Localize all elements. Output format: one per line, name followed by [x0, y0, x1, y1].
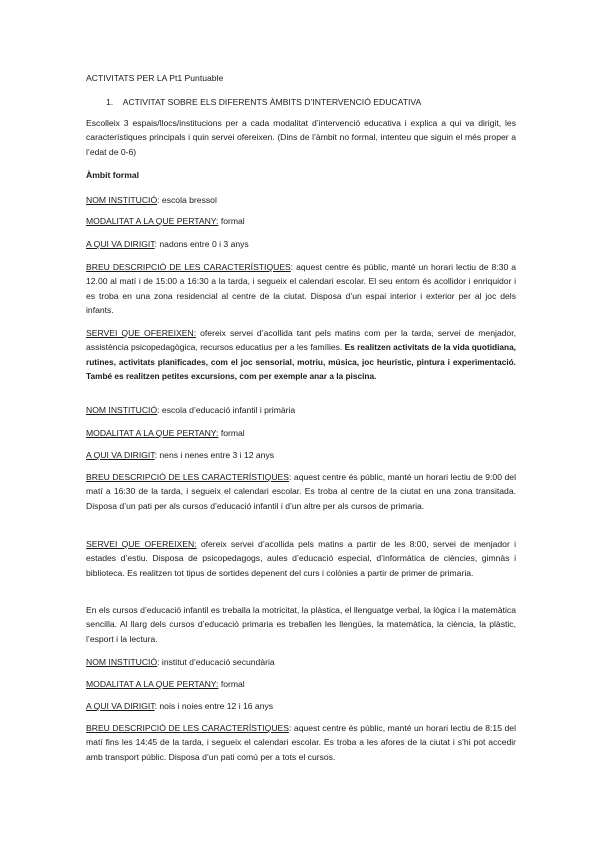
- inst2-modalitat: [86, 426, 245, 440]
- inst3-dirigit: [86, 699, 273, 713]
- value-servei: ofereix servei d’acollida pels matins a partir de les 8:00, servei de menjador i estades d’estiu. Disposa de psicopedagogs, aules d’educació especial, d’informàtica de ciències, gimnàs i biblioteca. Es realitzen tot tipus de sortides depenent del curs i colònies a partir de primer de primaria.: [86, 539, 516, 578]
- label-modalitat: MODALITAT A LA QUE PERTANY:: [86, 428, 219, 438]
- inst3-breu: [86, 721, 516, 764]
- value-breu: : aquest centre és públic, manté un horari lectiu de 8:15 del matí fins les 14:45 de la tarda, i segueix el calendari escolar. Es troba a les afores de la ciutat i s’hi pot accedir amb transport públic. Disposa d’un pati comú per a tots el cursos.: [86, 723, 516, 762]
- inst1-breu: [86, 260, 516, 318]
- ambit-title: Àmbit formal: [86, 170, 139, 180]
- value-breu: : aquest centre és públic, manté un horari lectiu de 8:30 a 12.00 al matí i de 15:00 a 16:30 a la tarda, i segueix el calendari escolar. El seu entorn és acollidor i enriquidor i es troba en una zona residencial al centre de la ciutat. Disposa d’un espai interior i exterior per al joc dels infants.: [86, 262, 516, 316]
- inst2-nom: [86, 403, 295, 417]
- value-modalitat: formal: [218, 679, 245, 689]
- value-dirigit: : nois i noies entre 12 i 16 anys: [154, 701, 274, 711]
- value-nom: : escola d’educació infantil i primària: [157, 405, 296, 415]
- label-breu: BREU DESCRIPCIÓ DE LES CARACTERÍSTIQUES: [86, 472, 290, 482]
- value-dirigit: : nens i nenes entre 3 i 12 anys: [154, 450, 275, 460]
- inst2-breu: [86, 470, 516, 513]
- heading-text: ACTIVITAT SOBRE ELS DIFERENTS ÀMBITS D’INTERVENCIÓ EDUCATIVA: [122, 97, 422, 107]
- inst3-nom: [86, 655, 275, 669]
- label-dirigit: A QUI VA DIRIGIT: [86, 239, 155, 249]
- value-nom: : escola bressol: [157, 195, 217, 205]
- label-dirigit: A QUI VA DIRIGIT: [86, 450, 155, 460]
- inst1-modalitat: [86, 214, 245, 228]
- label-servei: SERVEI QUE OFEREIXEN:: [86, 539, 197, 549]
- label-nom: NOM INSTITUCIÓ: [86, 405, 158, 415]
- value-dirigit: : nadons entre 0 i 3 anys: [154, 239, 249, 249]
- label-nom: NOM INSTITUCIÓ: [86, 657, 158, 667]
- inst1-dirigit: [86, 237, 249, 251]
- inst2-extra: En els cursos d’educació infantil es treballa la motricitat, la plàstica, el llenguatge verbal, la lògica i la matemàtica sencilla. Al llarg dels cursos d’educació primaria es treballen les llengües, la matemàtica, la ciència, la plàstic, l’esport i la lectura.: [86, 605, 516, 644]
- inst2-servei: [86, 537, 516, 580]
- value-modalitat: formal: [218, 216, 245, 226]
- label-nom: NOM INSTITUCIÓ: [86, 195, 158, 205]
- label-servei: SERVEI QUE OFEREIXEN:: [86, 328, 197, 338]
- doc-title: ACTIVITATS PER LA Pt1 Puntuable: [86, 73, 224, 83]
- heading-number: 1.: [106, 97, 114, 107]
- inst1-servei: [86, 326, 516, 384]
- label-modalitat: MODALITAT A LA QUE PERTANY:: [86, 679, 219, 689]
- label-breu: BREU DESCRIPCIÓ DE LES CARACTERÍSTIQUES: [86, 262, 291, 272]
- value-servei: ofereix servei d’acollida tant pels matins com per la tarda, servei de menjador, assistència psicopedagògica, recursos educatius per a les famílies.: [86, 328, 516, 353]
- value-servei-bold: Es realitzen activitats de la vida quotidiana, rutines, activitats planificades, com el joc sensorial, motriu, música, joc heurístic, pintura i experimentació. També es realitzen petites excursions, com per exemple anar a la piscina.: [86, 342, 516, 382]
- label-modalitat: MODALITAT A LA QUE PERTANY:: [86, 216, 219, 226]
- label-dirigit: A QUI VA DIRIGIT: [86, 701, 155, 711]
- inst1-nom: [86, 193, 217, 207]
- inst3-modalitat: [86, 677, 245, 691]
- label-breu: BREU DESCRIPCIÓ DE LES CARACTERÍSTIQUES: [86, 723, 290, 733]
- inst2-dirigit: [86, 448, 274, 462]
- value-breu: : aquest centre és públic, manté un horari lectiu de 9:00 del matí a 16:30 de la tarda, i segueix el calendari escolar. Es troba al centre de la ciutat en una zona transitada. Disposa d’un pati per als cursos d’educació infantil i d’un altre per als cursos de primaria.: [86, 472, 516, 511]
- value-nom: : institut d’educació secundària: [157, 657, 275, 667]
- intro-paragraph: Escolleix 3 espais/llocs/institucions per a cada modalitat d’intervenció educativa i explica a qui va dirigit, les característiques principals i quin servei ofereixen. (Dins de l’àmbit no formal, intenteu que siguin el més proper a l’edat de 0-6): [86, 118, 516, 157]
- section-heading: [106, 95, 421, 109]
- value-modalitat: formal: [218, 428, 245, 438]
